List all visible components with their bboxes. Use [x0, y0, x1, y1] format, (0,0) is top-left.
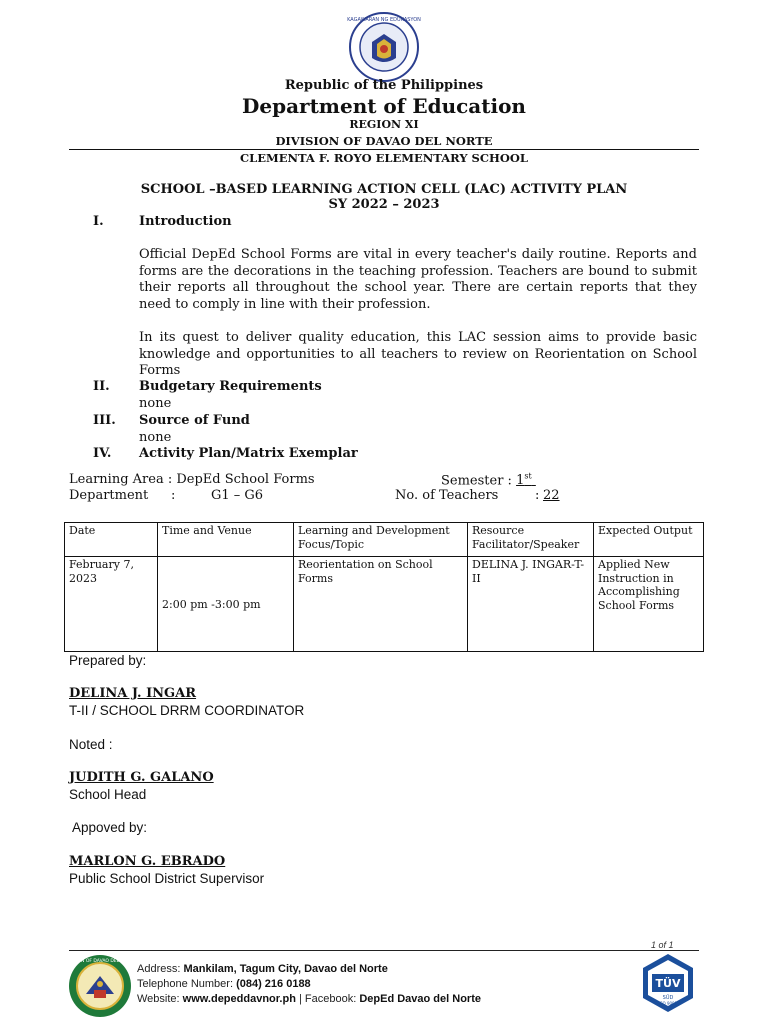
header-time: Time and Venue	[158, 523, 294, 557]
noted-label: Noted :	[69, 737, 113, 752]
semester-field	[441, 472, 536, 488]
intro-heading: Introduction	[139, 214, 232, 229]
website-link[interactable]: www.depeddavnor.ph	[182, 993, 296, 1005]
budget-body: none	[139, 396, 172, 411]
header-speaker: Resource Facilitator/Speaker	[468, 523, 594, 557]
prepared-label: Prepared by:	[69, 653, 147, 668]
fund-number: III.	[93, 413, 116, 428]
plan-heading: Activity Plan/Matrix Exemplar	[139, 446, 358, 461]
tuv-sub-text: SÜD	[662, 995, 674, 1001]
approved-label: Appoved by:	[69, 820, 148, 835]
division-line: DIVISION OF DAVAO DEL NORTE	[275, 134, 493, 148]
teachers-value: 22	[543, 488, 560, 503]
deped-seal-logo	[349, 12, 419, 82]
prepared-name: DELINA J. INGAR	[69, 686, 197, 701]
prepared-title: T-II / SCHOOL DRRM COORDINATOR	[69, 703, 305, 718]
approved-title: Public School District Supervisor	[69, 871, 265, 886]
table-header-row	[65, 523, 704, 557]
cell-date: February 7, 2023	[65, 557, 158, 652]
budget-heading: Budgetary Requirements	[139, 379, 322, 394]
header-divider	[69, 149, 699, 150]
semester-value: 1st	[516, 472, 532, 489]
activity-table	[64, 522, 704, 652]
intro-paragraph-1: Official DepEd School Forms are vital in every teacher's daily routine. Reports and forms are the decorations in the teaching profession. Teachers are bound to submit their reports all throughout the school year. There are certain reports that they need to comply in line with their profession.	[139, 247, 697, 312]
facebook-link[interactable]: DepEd Davao del Norte	[359, 993, 481, 1005]
cell-output: Applied New Instruction in Accomplishing School Forms	[594, 557, 704, 652]
table-row	[65, 557, 704, 652]
footer-divider	[69, 950, 699, 951]
footer-address: Address: Mankilam, Tagum City, Davao del Norte	[137, 963, 388, 975]
school-year: SY 2022 – 2023	[328, 197, 440, 212]
approved-name: MARLON G. EBRADO	[69, 854, 226, 869]
page-number: 1 of 1	[651, 940, 674, 950]
republic-line: Republic of the Philippines	[284, 78, 484, 93]
department-colon: :	[171, 488, 176, 503]
header-date: Date	[65, 523, 158, 557]
semester-label: Semester :	[441, 473, 512, 489]
cell-speaker: DELINA J. INGAR-T-II	[468, 557, 594, 652]
cell-topic: Reorientation on School Forms	[294, 557, 468, 652]
header-topic: Learning and Development Focus/Topic	[294, 523, 468, 557]
cell-time: 2:00 pm -3:00 pm	[158, 557, 294, 652]
division-logo-text: DIVISION OF DAVAO DEL NORTE	[64, 959, 136, 964]
learning-area: Learning Area : DepEd School Forms	[69, 472, 315, 487]
department-title: Department of Education	[242, 94, 526, 118]
plan-title: SCHOOL –BASED LEARNING ACTION CELL (LAC) ACTIVITY PLAN	[140, 182, 628, 197]
noted-title: School Head	[69, 787, 147, 802]
fund-heading: Source of Fund	[139, 413, 250, 428]
teachers-colon: :	[535, 488, 540, 503]
intro-paragraph-2: In its quest to deliver quality education, this LAC session aims to provide basic knowledge and opportunities to all teachers to review on Reorientation on School Forms	[139, 330, 697, 379]
noted-name: JUDITH G. GALANO	[69, 770, 214, 785]
iso-text: ISO 9001	[658, 1001, 678, 1006]
budget-number: II.	[93, 379, 110, 394]
department-value: G1 – G6	[211, 488, 264, 503]
fund-body: none	[139, 430, 172, 445]
intro-number: I.	[93, 214, 104, 229]
header-output: Expected Output	[594, 523, 704, 557]
region-line: REGION XI	[349, 118, 419, 131]
tuv-certification-logo	[637, 952, 699, 1014]
tuv-text: TÜV	[655, 977, 681, 990]
plan-number: IV.	[93, 446, 112, 461]
footer-phone: Telephone Number: (084) 216 0188	[137, 978, 311, 990]
teachers-label: No. of Teachers	[395, 488, 499, 503]
department-label: Department	[69, 488, 149, 503]
footer-web: Website: www.depeddavnor.ph | Facebook: DepEd Davao del Norte	[137, 993, 481, 1005]
seal-text: KAGAWARAN NG EDUKASYON	[347, 17, 421, 23]
division-logo	[64, 954, 136, 1018]
school-name: CLEMENTA F. ROYO ELEMENTARY SCHOOL	[239, 151, 529, 165]
